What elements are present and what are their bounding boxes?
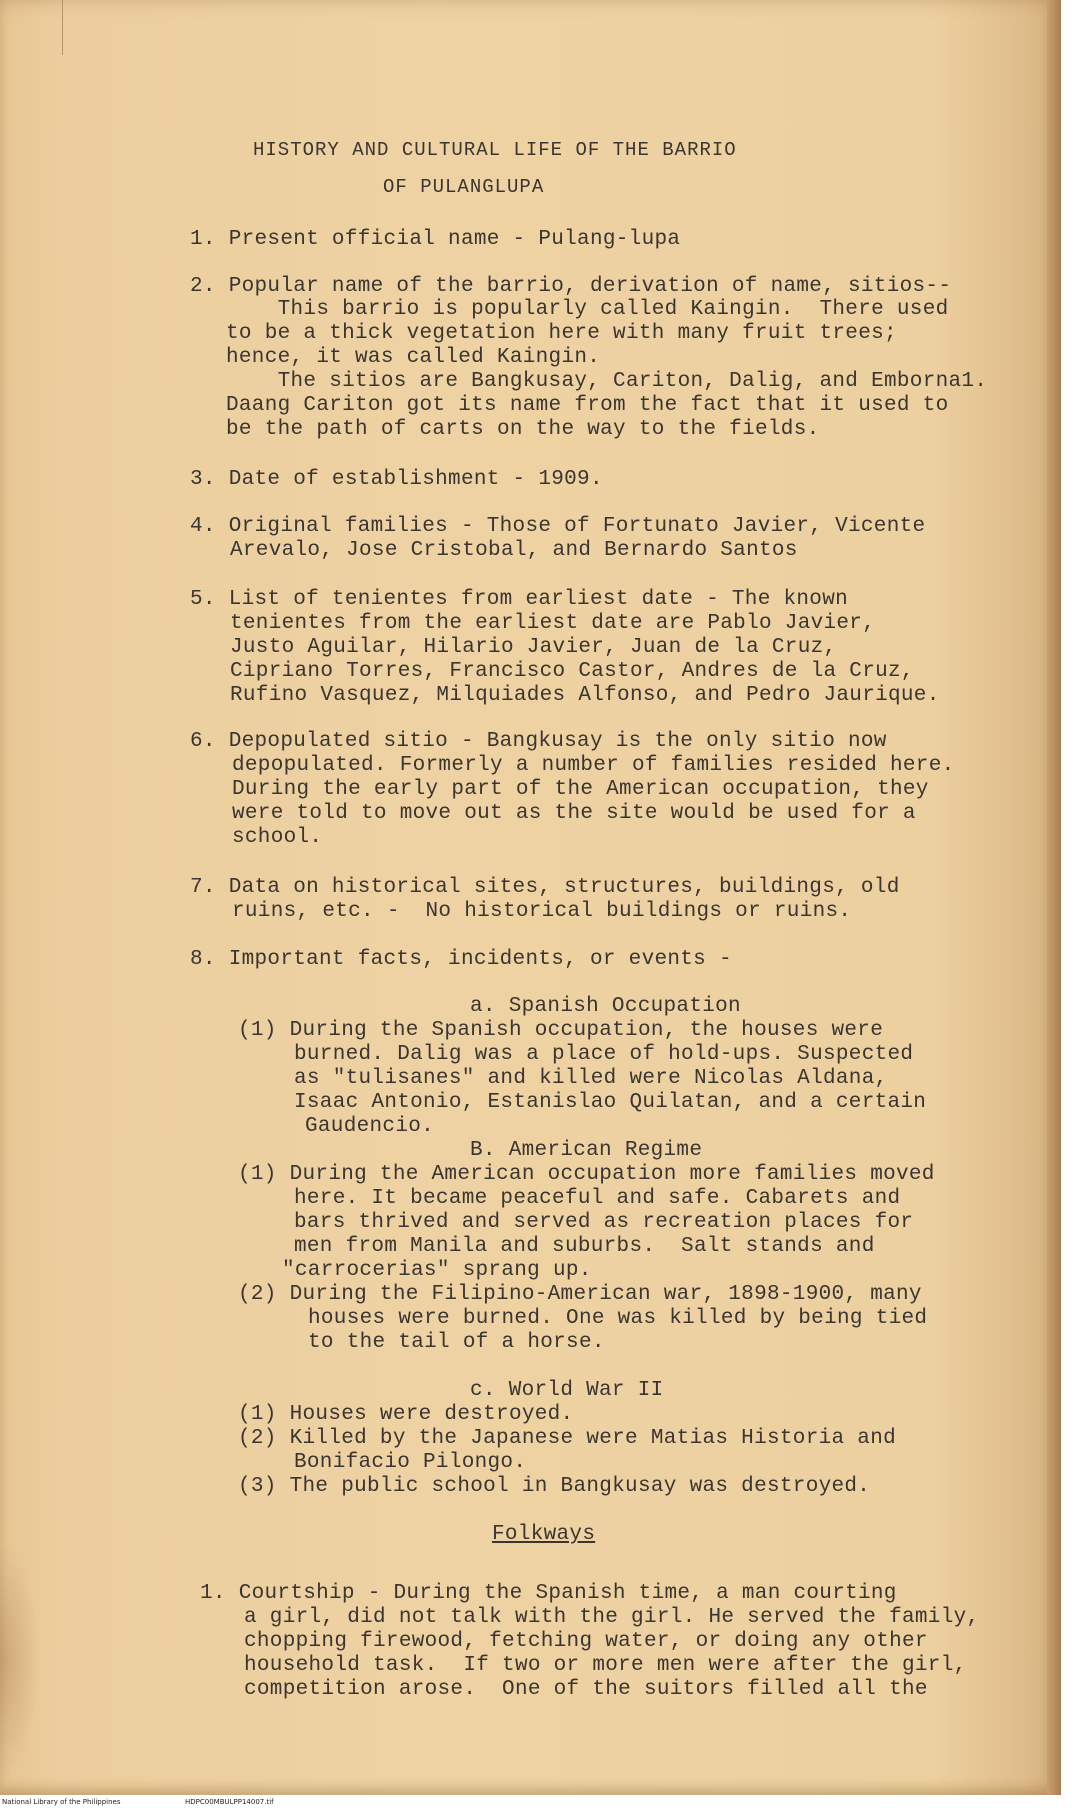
body-line: The sitios are Bangkusay, Cariton, Dalig, and Emborna1. xyxy=(226,370,988,393)
body-line: school. xyxy=(232,826,323,849)
body-line: houses were burned. One was killed by being tied xyxy=(308,1307,928,1330)
title-line-2: OF PULANGLUPA xyxy=(383,176,545,198)
body-line: competition arose. One of the suitors filled all the xyxy=(244,1678,928,1701)
body-line: (2) Killed by the Japanese were Matias Historia and xyxy=(238,1427,897,1450)
body-line: a girl, did not talk with the girl. He served the family, xyxy=(244,1606,980,1629)
body-line: to be a thick vegetation here with many fruit trees; xyxy=(226,322,897,345)
item-8-heading: 8. Important facts, incidents, or events - xyxy=(190,948,732,971)
body-line: (1) During the Spanish occupation, the houses were xyxy=(238,1019,884,1042)
footer-file-name: HDPC00MBULPP14007.tif xyxy=(185,1798,274,1806)
item-1-official-name: 1. Present official name - Pulang-lupa xyxy=(190,228,681,251)
title-line-1: HISTORY AND CULTURAL LIFE OF THE BARRIO xyxy=(253,139,737,161)
footer-library-name: National Library of the Philippines xyxy=(2,1798,121,1806)
body-line: This barrio is popularly called Kaingin. There used xyxy=(226,298,949,321)
item-2-heading: 2. Popular name of the barrio, derivation of name, sitios-- xyxy=(190,275,952,298)
body-line: depopulated. Formerly a number of families resided here. xyxy=(232,754,955,777)
body-line: (3) The public school in Bangkusay was destroyed. xyxy=(238,1475,871,1498)
body-line: Gaudencio. xyxy=(305,1115,435,1138)
body-line: as "tulisanes" and killed were Nicolas Aldana, xyxy=(294,1067,888,1090)
body-line: During the early part of the American occupation, they xyxy=(232,778,929,801)
body-line: Bonifacio Pilongo. xyxy=(294,1451,527,1474)
item-4-families: 4. Original families - Those of Fortunato Javier, Vicente xyxy=(190,515,926,538)
body-line: Daang Cariton got its name from the fact that it used to xyxy=(226,394,949,417)
section-heading-folkways: Folkways xyxy=(492,1523,596,1546)
body-line: men from Manila and suburbs. Salt stands and xyxy=(294,1235,875,1258)
body-line: to the tail of a horse. xyxy=(308,1331,605,1354)
item-7-historical-sites: 7. Data on historical sites, structures, buildings, old xyxy=(190,876,900,899)
body-line: be the path of carts on the way to the fields. xyxy=(226,418,820,441)
page-crease xyxy=(62,0,63,55)
body-line: (1) During the American occupation more families moved xyxy=(238,1163,935,1186)
body-line: bars thrived and served as recreation places for xyxy=(294,1211,914,1234)
body-line: Cipriano Torres, Francisco Castor, Andres de la Cruz, xyxy=(230,660,914,683)
folkways-item-1-courtship: 1. Courtship - During the Spanish time, a man courting xyxy=(200,1582,897,1605)
subheading-world-war-ii: c. World War II xyxy=(470,1379,664,1402)
body-line: Isaac Antonio, Estanislao Quilatan, and a certain xyxy=(294,1091,927,1114)
item-3-establishment: 3. Date of establishment - 1909. xyxy=(190,468,603,491)
page-edge-shadow xyxy=(1047,0,1061,1795)
body-line: Arevalo, Jose Cristobal, and Bernardo Santos xyxy=(230,539,798,562)
body-line: Justo Aguilar, Hilario Javier, Juan de la Cruz, xyxy=(230,636,837,659)
subheading-spanish-occupation: a. Spanish Occupation xyxy=(470,995,741,1018)
body-line: here. It became peaceful and safe. Cabarets and xyxy=(294,1187,901,1210)
subheading-american-regime: B. American Regime xyxy=(470,1139,703,1162)
item-6-depopulated: 6. Depopulated sitio - Bangkusay is the only sitio now xyxy=(190,730,887,753)
body-line: tenientes from the earliest date are Pablo Javier, xyxy=(230,612,876,635)
body-line: ruins, etc. - No historical buildings or ruins. xyxy=(232,900,852,923)
body-line: chopping firewood, fetching water, or doing any other xyxy=(244,1630,928,1653)
body-line: (2) During the Filipino-American war, 1898-1900, many xyxy=(238,1283,922,1306)
item-5-tenientes: 5. List of tenientes from earliest date - The known xyxy=(190,588,849,611)
body-line: were told to move out as the site would be used for a xyxy=(232,802,916,825)
body-line: hence, it was called Kaingin. xyxy=(226,346,601,369)
page-stain xyxy=(0,1540,40,1780)
body-line: (1) Houses were destroyed. xyxy=(238,1403,574,1426)
scan-footer xyxy=(0,1797,1075,1808)
body-line: Rufino Vasquez, Milquiades Alfonso, and Pedro Jaurique. xyxy=(230,684,940,707)
body-line: "carrocerias" sprang up. xyxy=(282,1259,592,1282)
body-line: burned. Dalig was a place of hold-ups. Suspected xyxy=(294,1043,914,1066)
body-line: household task. If two or more men were after the girl, xyxy=(244,1654,967,1677)
